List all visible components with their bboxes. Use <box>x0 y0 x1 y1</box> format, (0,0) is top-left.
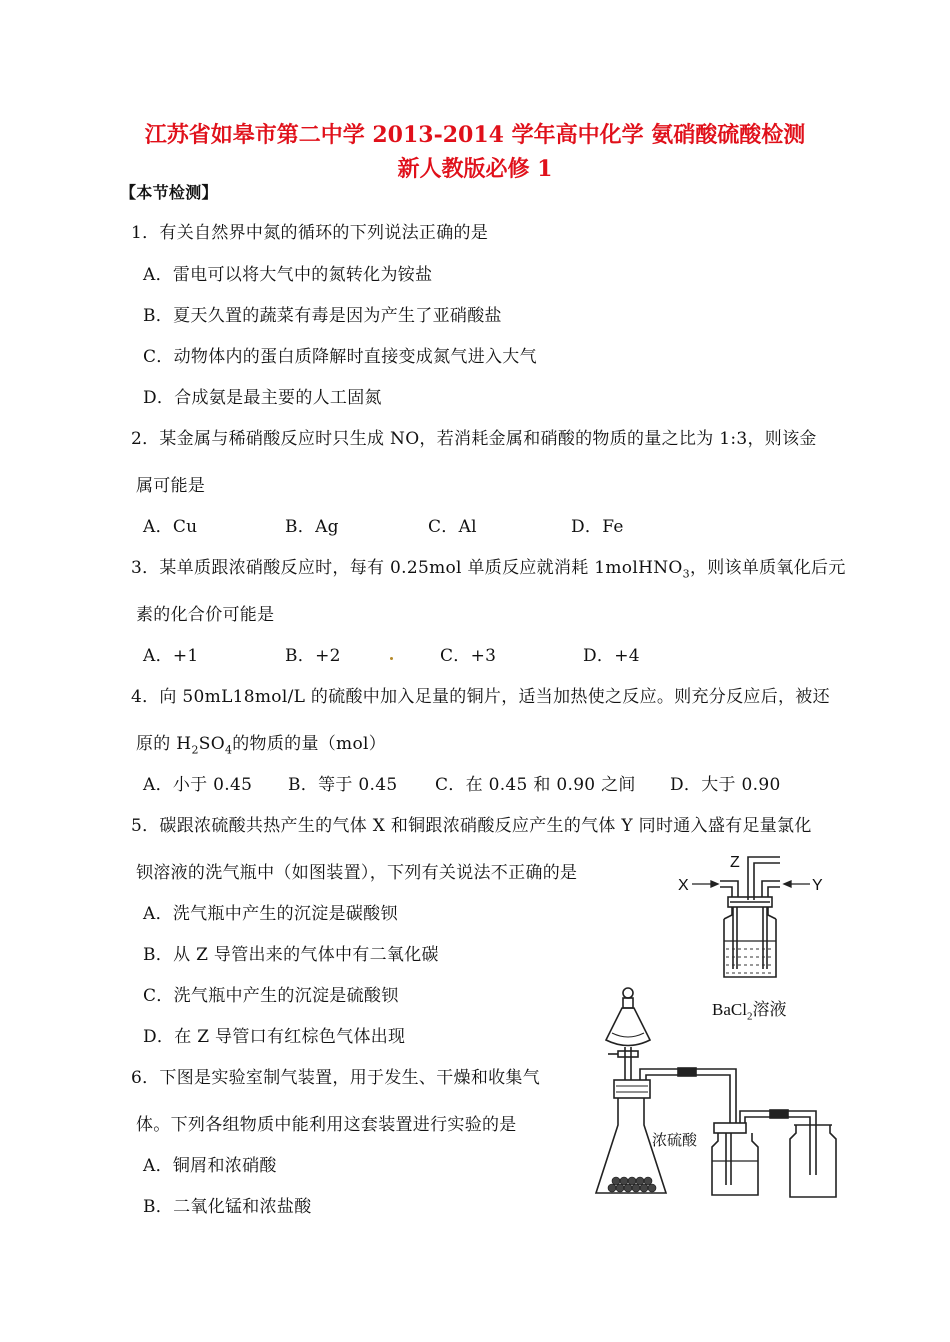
q4-stem-line-2: 原的 $H_2SO_4$的物质的量（mol） <box>136 734 387 757</box>
q6-option-a: A．铜屑和浓硝酸 <box>143 1156 277 1176</box>
section-label: 【本节检测】 <box>120 183 218 202</box>
q3-stem-line-2: 素的化合价可能是 <box>136 605 275 625</box>
q5-option-d: D．在 Z 导管口有红棕色气体出现 <box>143 1027 406 1047</box>
q2-option-b: B．Ag <box>285 517 339 537</box>
q2-option-c: C．Al <box>428 517 477 537</box>
q1-option-d: D．合成氨是最主要的人工固氮 <box>143 388 382 408</box>
q1-option-b: B．夏天久置的蔬菜有毒是因为产生了亚硝酸盐 <box>143 306 502 326</box>
q5-stem-line-2: 钡溶液的洗气瓶中（如图装置），下列有关说法不正确的是 <box>136 863 578 883</box>
label-z: Z <box>730 854 740 871</box>
gas-apparatus-figure <box>590 985 850 1207</box>
q5-option-a: A．洗气瓶中产生的沉淀是碳酸钡 <box>143 904 398 924</box>
q4-stem-line-1: 4．向 50mL18mol/L 的硫酸中加入足量的铜片，适当加热使之反应。则充分反应后，被还 <box>131 687 830 707</box>
q1-stem: 1．有关自然界中氮的循环的下列说法正确的是 <box>131 223 489 243</box>
q1-option-a: A．雷电可以将大气中的氮转化为铵盐 <box>143 265 433 285</box>
washing-bottle-figure <box>670 845 830 985</box>
q6-option-b: B．二氧化锰和浓盐酸 <box>143 1197 312 1217</box>
q5-option-b: B．从 Z 导管出来的气体中有二氧化碳 <box>143 945 439 965</box>
q2-option-d: D．Fe <box>571 517 624 537</box>
q6-stem-line-2: 体。下列各组物质中能利用这套装置进行实验的是 <box>136 1115 517 1135</box>
q1-option-c: C．动物体内的蛋白质降解时直接变成氮气进入大气 <box>143 347 537 367</box>
q3-stem-line-1: 3．某单质跟浓硝酸反应时，每有 0.25mol 单质反应就消耗 1molHNO$_3$，则该单质氧化后元 <box>131 558 846 581</box>
title-line-1: 江苏省如皋市第二中学 2013-2014 学年高中化学 氨硝酸硫酸检测 <box>144 122 806 148</box>
label-conc-sulfuric-acid: 浓硫酸 <box>652 1132 698 1149</box>
q3-option-d: D．+4 <box>583 646 640 666</box>
q4-option-b: B．等于 0.45 <box>288 775 398 795</box>
q5-stem-line-1: 5．碳跟浓硫酸共热产生的气体 X 和铜跟浓硝酸反应产生的气体 Y 同时通入盛有足量氯化 <box>131 816 812 836</box>
q4-option-d: D．大于 0.90 <box>670 775 781 795</box>
label-x: X <box>678 877 689 894</box>
q2-option-a: A．Cu <box>143 517 198 537</box>
bacl2-caption: BaCl$_2$溶液 <box>712 1000 787 1023</box>
q5-option-c: C．洗气瓶中产生的沉淀是硫酸钡 <box>143 986 399 1006</box>
q6-stem-line-1: 6．下图是实验室制气装置，用于发生、干燥和收集气 <box>131 1068 541 1088</box>
stray-dot <box>390 657 393 660</box>
q3-option-c: C．+3 <box>440 646 497 666</box>
q2-stem-line-1: 2．某金属与稀硝酸反应时只生成 NO，若消耗金属和硝酸的物质的量之比为 1:3，则该金 <box>131 429 817 449</box>
q4-option-a: A．小于 0.45 <box>143 775 253 795</box>
title-line-2: 新人教版必修 1 <box>397 156 553 182</box>
q3-option-a: A．+1 <box>143 646 199 666</box>
q2-stem-line-2: 属可能是 <box>136 476 206 496</box>
q3-option-b: B．+2 <box>285 646 341 666</box>
label-y: Y <box>812 877 823 894</box>
q4-option-c: C．在 0.45 和 0.90 之间 <box>435 775 636 795</box>
